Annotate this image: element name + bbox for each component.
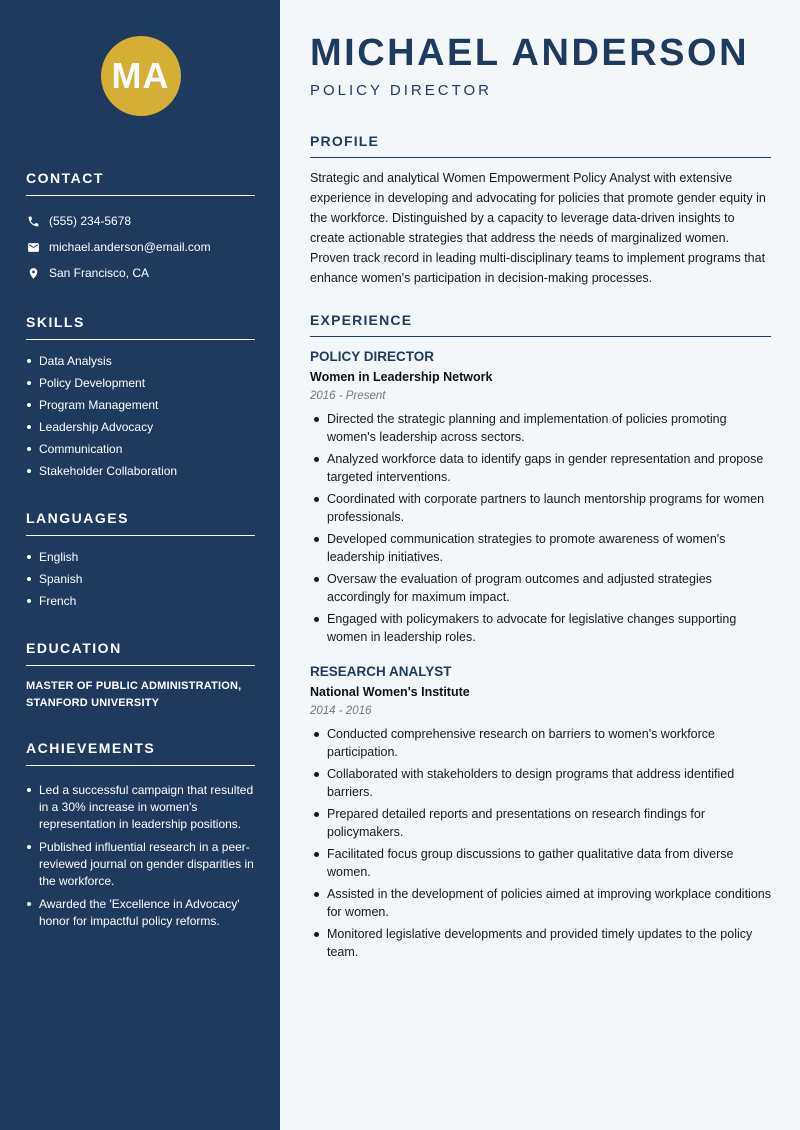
skill-item: Communication [26, 438, 255, 460]
language-item: Spanish [26, 568, 255, 590]
job-bullet: Facilitated focus group discussions to gather qualitative data from diverse women. [310, 845, 771, 881]
language-item: English [26, 546, 255, 568]
skill-item: Policy Development [26, 372, 255, 394]
skill-item: Leadership Advocacy [26, 416, 255, 438]
experience-heading: EXPERIENCE [310, 312, 771, 337]
languages-list [26, 546, 255, 612]
profile-text: Strategic and analytical Women Empowerment Policy Analyst with extensive experience in developing and advocating for policies that promote gender equity in the workforce. Distinguished by a capacity to leverage data-driven insights to create actionable strategies that address the needs of marginalized women. Proven track record in leading multi-disciplinary teams to implement programs that enhance women's participation in decision-making processes. [310, 171, 766, 285]
skill-item: Stakeholder Collaboration [26, 460, 255, 482]
achievement-item: Awarded the 'Excellence in Advocacy' honor for impactful policy reforms. [26, 896, 255, 930]
contact-location [26, 260, 255, 286]
candidate-name: MICHAEL ANDERSON [310, 32, 750, 74]
job-bullet: Collaborated with stakeholders to design programs that address identified barriers. [310, 765, 771, 801]
location-pin-icon [26, 266, 40, 280]
languages-heading: LANGUAGES [26, 510, 255, 536]
achievements-section [26, 740, 255, 930]
achievement-item: Led a successful campaign that resulted in a 30% increase in women's representation in leadership positions. [26, 782, 255, 833]
job-bullet: Assisted in the development of policies aimed at improving workplace conditions for women. [310, 885, 771, 921]
job-title: RESEARCH ANALYST [310, 664, 452, 679]
skill-item: Program Management [26, 394, 255, 416]
skill-item: Data Analysis [26, 350, 255, 372]
job-bullet: Analyzed workforce data to identify gaps in gender representation and propose targeted interventions. [310, 450, 771, 486]
language-item: French [26, 590, 255, 612]
job-bullet: Prepared detailed reports and presentations on research findings for policymakers. [310, 805, 771, 841]
job-dates: 2014 - 2016 [310, 705, 372, 717]
main-content [280, 0, 800, 1130]
sidebar [0, 0, 280, 1130]
languages-section [26, 510, 255, 612]
phone-icon [26, 214, 40, 228]
education-section [26, 640, 255, 712]
job-bullet: Conducted comprehensive research on barriers to women's workforce participation. [310, 725, 771, 761]
job-bullet: Engaged with policymakers to advocate for legislative changes supporting women in leadership roles. [310, 610, 771, 646]
avatar: MA [101, 36, 181, 116]
job-bullet: Coordinated with corporate partners to launch mentorship programs for women professionals. [310, 490, 771, 526]
job-bullet: Developed communication strategies to promote awareness of women's leadership initiatives. [310, 530, 771, 566]
contact-heading: CONTACT [26, 170, 255, 196]
contact-phone[interactable] [26, 208, 255, 234]
profile-heading: PROFILE [310, 133, 771, 158]
achievement-item: Published influential research in a peer-reviewed journal on gender disparities in the workforce. [26, 839, 255, 890]
job-title: POLICY DIRECTOR [310, 349, 435, 364]
job-bullets [310, 725, 771, 961]
skills-heading: SKILLS [26, 314, 255, 340]
education-degree: MASTER OF PUBLIC ADMINISTRATION, STANFORD UNIVERSITY [26, 680, 242, 709]
email-text: michael.anderson@email.com [49, 240, 211, 254]
job-dates: 2016 - Present [310, 390, 386, 402]
job-entry [310, 664, 771, 961]
experience-section [310, 312, 771, 961]
profile-section [310, 133, 771, 288]
job-bullet: Directed the strategic planning and implementation of policies promoting women's leadership across sectors. [310, 410, 771, 446]
skills-section [26, 314, 255, 482]
achievements-list [26, 782, 255, 930]
mail-icon [26, 240, 40, 254]
education-heading: EDUCATION [26, 640, 255, 666]
phone-text: (555) 234-5678 [49, 214, 132, 228]
job-bullet: Monitored legislative developments and provided timely updates to the policy team. [310, 925, 771, 961]
contact-email[interactable] [26, 234, 255, 260]
job-organization: Women in Leadership Network [310, 370, 493, 384]
skills-list [26, 350, 255, 482]
location-text: San Francisco, CA [49, 266, 150, 280]
candidate-title: POLICY DIRECTOR [310, 82, 492, 99]
job-organization: National Women's Institute [310, 685, 470, 699]
job-bullets [310, 410, 771, 646]
contact-section [26, 170, 255, 286]
job-bullet: Oversaw the evaluation of program outcomes and adjusted strategies accordingly for maximum impact. [310, 570, 771, 606]
achievements-heading: ACHIEVEMENTS [26, 740, 255, 766]
job-entry [310, 349, 771, 646]
